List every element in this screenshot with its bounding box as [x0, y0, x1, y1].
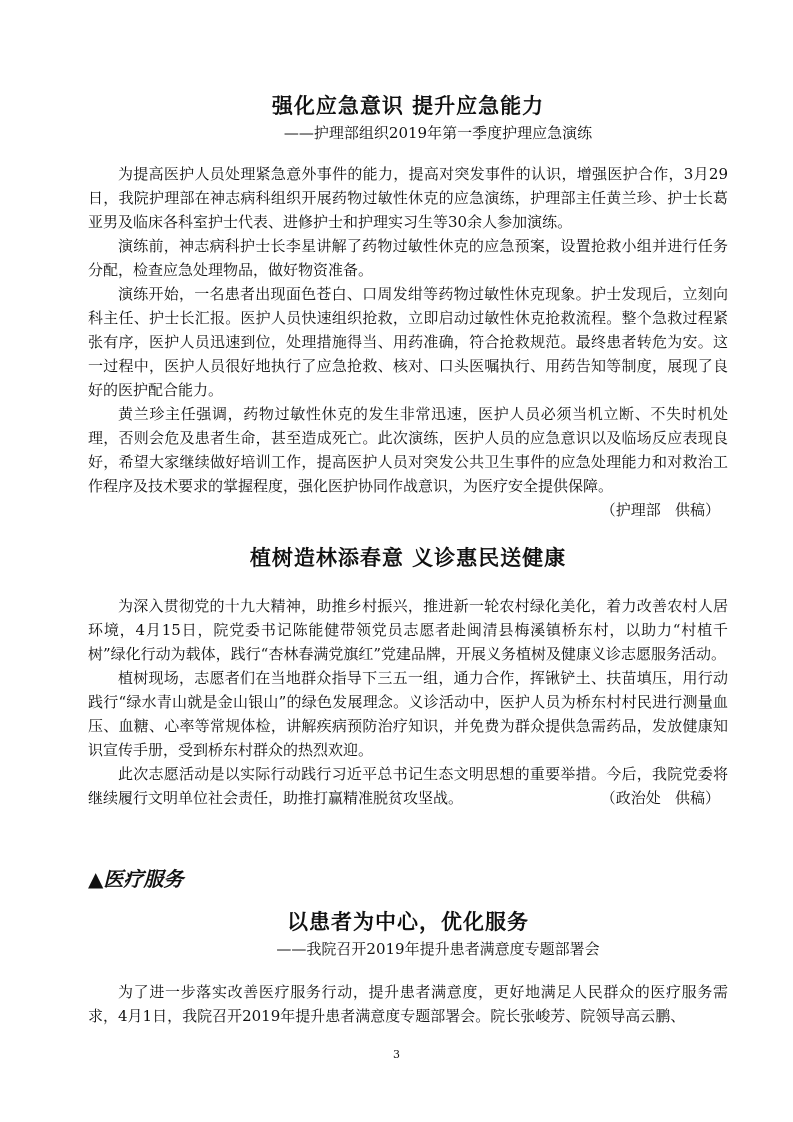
- article-2-body: [88, 594, 728, 810]
- article-1-paragraph: 为提高医护人员处理紧急意外事件的能力，提高对突发事件的认识，增强医护合作，3月29日，我院护理部在神志病科组织开展药物过敏性休克的应急演练，护理部主任黄兰珍、护士长葛亚男及临床各科室护士代表、进修护士和护理实习生等30余人参加演练。: [88, 165, 728, 231]
- article-2-title: 植树造林添春意 义诊惠民送健康: [249, 546, 567, 570]
- article-1-subtitle: ——护理部组织2019年第一季度护理应急演练: [283, 124, 593, 142]
- article-1-paragraph: 演练开始，一名患者出现面色苍白、口周发绀等药物过敏性休克现象。护士发现后，立刻向科主任、护士长汇报。医护人员快速组织抢救，立即启动过敏性休克抢救流程。整个急救过程紧张有序，医护人员迅速到位，处理措施得当、用药准确，符合抢救规范。最终患者转危为安。这一过程中，医护人员很好地执行了应急抢救、核对、口头医嘱执行、用药告知等制度，展现了良好的医护配合能力。: [88, 285, 728, 399]
- article-2-paragraph-text: 此次志愿活动是以实际行动践行习近平总书记生态文明思想的重要举措。今后，我院党委将继续履行文明单位社会责任，助推打赢精准脱贫攻坚战。: [88, 765, 728, 807]
- article-3-body: [88, 980, 728, 1028]
- article-3-paragraph: 为了进一步落实改善医疗服务行动，提升患者满意度，更好地满足人民群众的医疗服务需求，4月1日，我院召开2019年提升患者满意度专题部署会。院长张峻芳、院领导高云鹏、: [88, 983, 728, 1025]
- article-1-body: [88, 162, 728, 498]
- article-3: [88, 908, 728, 1028]
- article-1-credit: （护理部 供稿）: [600, 501, 720, 519]
- page-number: 3: [393, 1048, 400, 1061]
- article-1: [88, 92, 728, 522]
- article-2: [88, 544, 728, 810]
- article-3-subtitle: ——我院召开2019年提升患者满意度专题部署会: [276, 940, 600, 958]
- article-1-paragraph: 演练前，神志病科护士长李星讲解了药物过敏性休克的应急预案，设置抢救小组并进行任务分配，检查应急处理物品，做好物资准备。: [88, 237, 728, 279]
- article-2-credit: （政治处 供稿）: [600, 789, 720, 807]
- article-3-title: 以患者为中心，优化服务: [287, 910, 529, 934]
- article-2-paragraph: 植树现场，志愿者们在当地群众指导下三五一组，通力合作，挥锹铲土、扶苗填压，用行动践行“绿水青山就是金山银山”的绿色发展理念。义诊活动中，医护人员为桥东村村民进行测量血压、血糖、心率等常规体检，讲解疾病预防治疗知识，并免费为群众提供急需药品，发放健康知识宣传手册，受到桥东村群众的热烈欢迎。: [88, 669, 728, 759]
- article-1-paragraph: 黄兰珍主任强调，药物过敏性休克的发生非常迅速，医护人员必须当机立断、不失时机处理，否则会危及患者生命，甚至造成死亡。此次演练，医护人员的应急意识以及临场反应表现良好，希望大家继续做好培训工作，提高医护人员对突发公共卫生事件的应急处理能力和对救治工作程序及技术要求的掌握程度，强化医护协同作战意识，为医疗安全提供保障。: [88, 405, 728, 495]
- article-2-paragraph-last: [88, 762, 728, 810]
- article-1-title: 强化应急意识 提升应急能力: [271, 94, 545, 118]
- section-heading: [88, 866, 183, 892]
- article-2-paragraph: 为深入贯彻党的十九大精神，助推乡村振兴，推进新一轮农村绿化美化，着力改善农村人居环境，4月15日，院党委书记陈能健带领党员志愿者赴闽清县梅溪镇桥东村，以助力“村植千树”绿化行动为载体，践行“杏林春满党旗红”党建品牌，开展义务植树及健康义诊志愿服务活动。: [88, 597, 728, 663]
- triangle-icon: ▲: [88, 867, 104, 891]
- section-heading-label: 医疗服务: [103, 867, 184, 891]
